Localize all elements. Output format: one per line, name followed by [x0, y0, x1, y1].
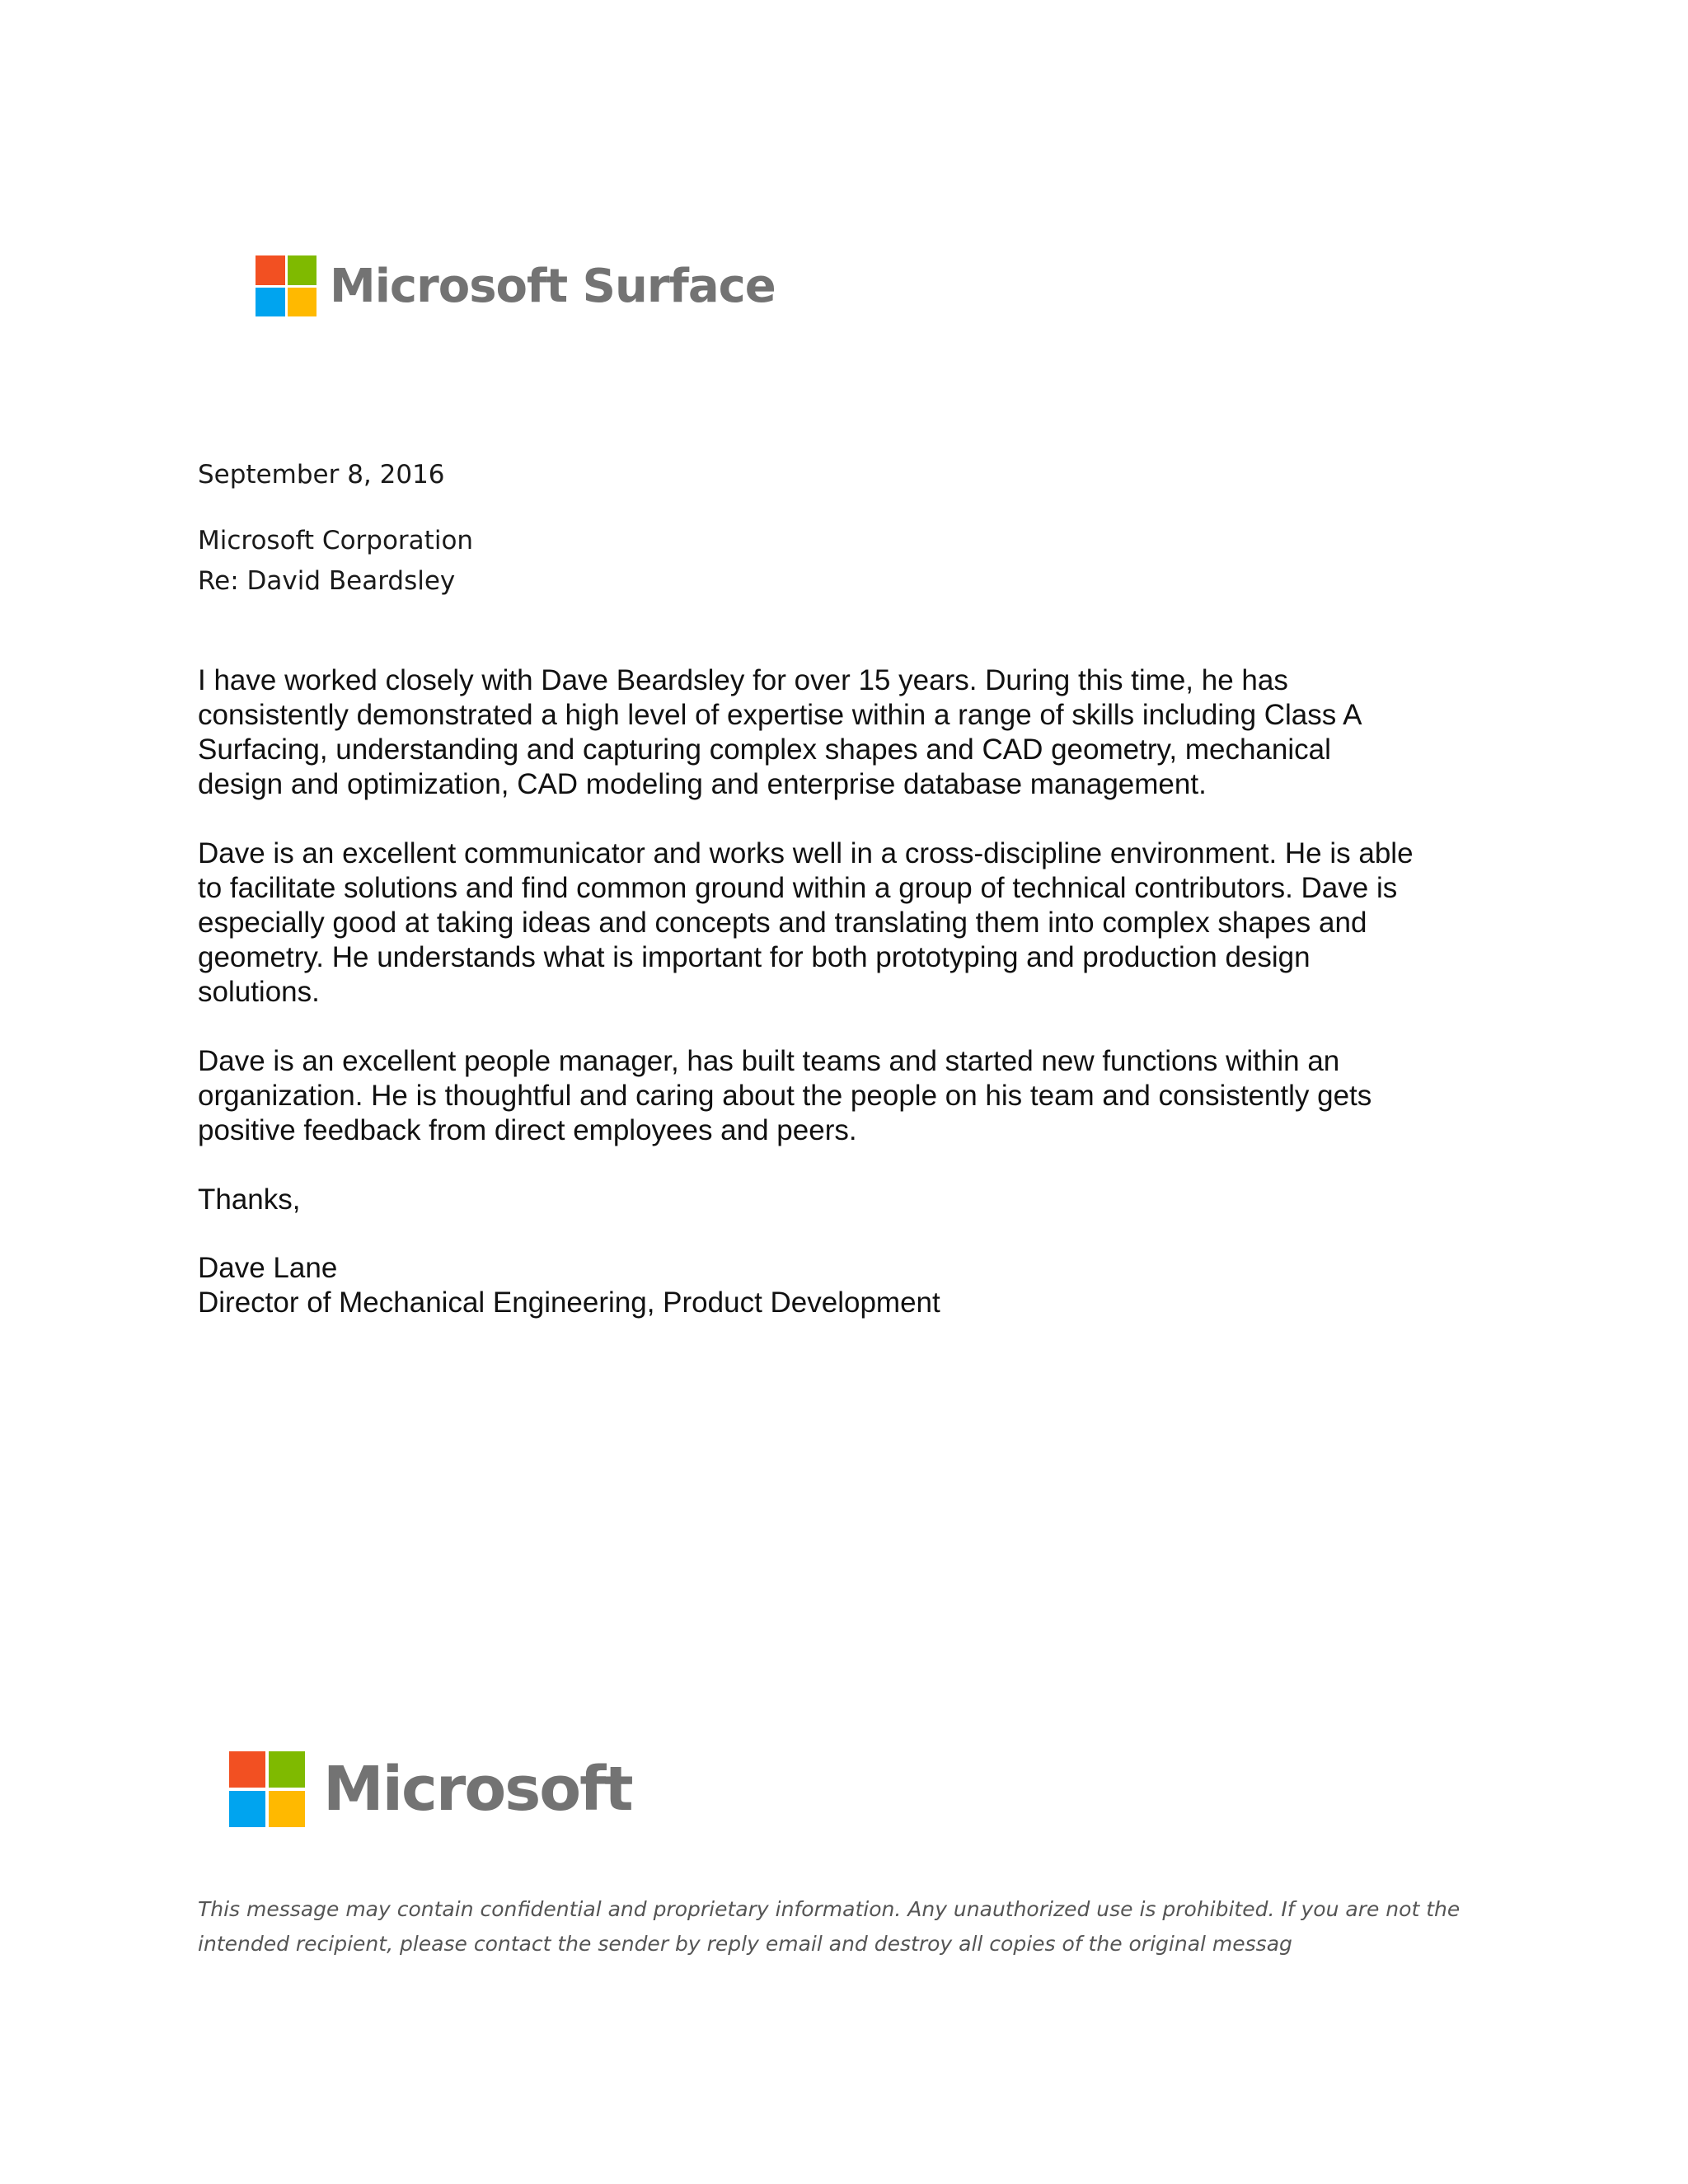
microsoft-squares-icon	[229, 1751, 305, 1827]
paragraph-text: Dave is an excellent people manager, has built teams and started new functions within an organization. He is thoughtful and caring about the people on his team and consistently gets positive feedback from direct employees and peers.	[198, 1045, 1372, 1146]
logo-square-red	[256, 255, 285, 285]
logo-square-yellow	[288, 288, 317, 317]
closing: Thanks,	[198, 1183, 301, 1216]
body-paragraph-3	[198, 1044, 1500, 1148]
logo-square-red	[229, 1751, 265, 1788]
signer-title: Director of Mechanical Engineering, Product Development	[198, 1286, 940, 1319]
confidentiality-notice: This message may contain confidential and proprietary information. Any unauthorized use is prohibited. If you are not the intended recipient, please contact the sender by reply email and destroy all copies of the original messag	[198, 1897, 1461, 1956]
body-paragraph-2	[198, 837, 1500, 1010]
logo-square-yellow	[269, 1791, 305, 1827]
paragraph-text: Dave is an excellent communicator and works well in a cross-discipline environment. He is able to facilitate solutions and find common ground within a group of technical contributors. Dave is especially good at taking ideas and concepts and translating them into complex shapes and geometry. He understands what is important for both prototyping and production design solutions.	[198, 837, 1414, 1008]
logo-square-green	[288, 255, 317, 285]
recipient-block	[198, 521, 473, 602]
microsoft-logo	[229, 1751, 632, 1827]
microsoft-squares-icon	[256, 255, 316, 316]
recipient-company: Microsoft Corporation	[198, 526, 474, 555]
signer-name: Dave Lane	[198, 1252, 338, 1284]
paragraph-text: I have worked closely with Dave Beardsley for over 15 years. During this time, he has consistently demonstrated a high level of expertise within a range of skills including Class A Surfacing, understanding and capturing complex shapes and CAD geometry, mechanical design and optimization, CAD modeling and enterprise database management.	[198, 664, 1362, 800]
logo-square-green	[269, 1751, 305, 1788]
logo-square-blue	[229, 1791, 265, 1827]
microsoft-surface-logo	[256, 255, 776, 316]
body-paragraph-1	[198, 663, 1500, 802]
signature-block	[198, 1251, 1500, 1320]
logo-wordmark: Microsoft	[323, 1754, 632, 1825]
recipient-subject: Re: David Beardsley	[198, 566, 456, 596]
logo-square-blue	[256, 288, 285, 317]
letter-date: September 8, 2016	[198, 460, 445, 490]
logo-wordmark: Microsoft Surface	[330, 259, 776, 313]
